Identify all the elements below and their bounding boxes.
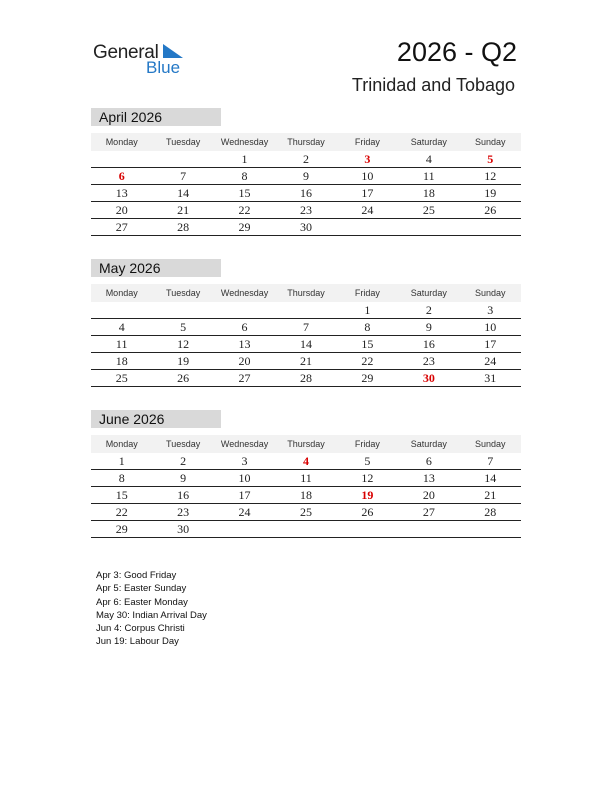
day-cell: 22 bbox=[214, 202, 275, 219]
day-cell: 7 bbox=[460, 453, 521, 470]
day-cell: 13 bbox=[214, 336, 275, 353]
day-cell: 16 bbox=[152, 487, 213, 504]
day-cell: 14 bbox=[152, 185, 213, 202]
day-cell: 16 bbox=[398, 336, 459, 353]
day-cell: 6 bbox=[91, 168, 152, 185]
day-cell: 24 bbox=[337, 202, 398, 219]
week-row bbox=[91, 453, 521, 470]
day-cell: 17 bbox=[337, 185, 398, 202]
day-cell: 23 bbox=[398, 353, 459, 370]
day-cell bbox=[152, 151, 213, 168]
day-cell: 27 bbox=[91, 219, 152, 236]
day-cell: 22 bbox=[91, 504, 152, 521]
weekday-header: Thursday bbox=[275, 435, 336, 453]
day-cell bbox=[398, 219, 459, 236]
week-row bbox=[91, 370, 521, 387]
logo-text-general: General bbox=[93, 42, 159, 63]
week-row bbox=[91, 521, 521, 538]
day-cell: 30 bbox=[398, 370, 459, 387]
weekday-header: Saturday bbox=[398, 284, 459, 302]
day-cell: 13 bbox=[398, 470, 459, 487]
weekday-header: Friday bbox=[337, 133, 398, 151]
holiday-note: Apr 6: Easter Monday bbox=[96, 596, 188, 608]
day-cell: 6 bbox=[398, 453, 459, 470]
weekday-header: Monday bbox=[91, 435, 152, 453]
day-cell: 23 bbox=[275, 202, 336, 219]
month-label: April 2026 bbox=[91, 108, 221, 126]
weekday-header: Sunday bbox=[460, 133, 521, 151]
day-cell: 7 bbox=[152, 168, 213, 185]
month-label: May 2026 bbox=[91, 259, 221, 277]
weekday-header: Sunday bbox=[460, 284, 521, 302]
day-cell: 8 bbox=[214, 168, 275, 185]
day-cell: 19 bbox=[337, 487, 398, 504]
holiday-notes bbox=[96, 569, 207, 649]
day-cell: 25 bbox=[91, 370, 152, 387]
day-cell: 5 bbox=[152, 319, 213, 336]
weekday-header: Thursday bbox=[275, 133, 336, 151]
day-cell: 12 bbox=[337, 470, 398, 487]
day-cell: 1 bbox=[214, 151, 275, 168]
day-cell: 31 bbox=[460, 370, 521, 387]
day-cell bbox=[275, 302, 336, 319]
day-cell: 26 bbox=[152, 370, 213, 387]
day-cell bbox=[214, 302, 275, 319]
day-cell bbox=[460, 521, 521, 538]
weekday-header: Wednesday bbox=[214, 133, 275, 151]
day-cell: 5 bbox=[337, 453, 398, 470]
day-cell: 12 bbox=[152, 336, 213, 353]
weekday-header: Tuesday bbox=[152, 435, 213, 453]
day-cell: 28 bbox=[275, 370, 336, 387]
day-cell: 13 bbox=[91, 185, 152, 202]
weekday-header: Saturday bbox=[398, 435, 459, 453]
logo-text-blue: Blue bbox=[146, 58, 181, 77]
month-label: June 2026 bbox=[91, 410, 221, 428]
weekday-header: Wednesday bbox=[214, 435, 275, 453]
day-cell: 1 bbox=[337, 302, 398, 319]
week-row bbox=[91, 302, 521, 319]
weekday-header-row bbox=[91, 435, 521, 453]
day-cell: 8 bbox=[91, 470, 152, 487]
day-cell: 9 bbox=[275, 168, 336, 185]
month-april bbox=[91, 108, 521, 236]
day-cell: 19 bbox=[460, 185, 521, 202]
day-cell: 28 bbox=[152, 219, 213, 236]
logo-flag-icon bbox=[163, 44, 183, 58]
day-cell: 25 bbox=[275, 504, 336, 521]
holiday-note: Jun 4: Corpus Christi bbox=[96, 623, 185, 635]
weekday-header-row bbox=[91, 284, 521, 302]
day-cell bbox=[91, 151, 152, 168]
day-cell: 29 bbox=[91, 521, 152, 538]
day-cell: 23 bbox=[152, 504, 213, 521]
week-row bbox=[91, 202, 521, 219]
weekday-header: Saturday bbox=[398, 133, 459, 151]
day-cell: 6 bbox=[214, 319, 275, 336]
day-cell: 2 bbox=[152, 453, 213, 470]
day-cell: 17 bbox=[214, 487, 275, 504]
day-cell: 1 bbox=[91, 453, 152, 470]
week-row bbox=[91, 353, 521, 370]
day-cell: 20 bbox=[214, 353, 275, 370]
page-title: 2026 - Q2 bbox=[396, 37, 517, 67]
day-cell: 8 bbox=[337, 319, 398, 336]
day-cell: 19 bbox=[152, 353, 213, 370]
week-row bbox=[91, 151, 521, 168]
day-cell: 7 bbox=[275, 319, 336, 336]
holiday-note: Apr 3: Good Friday bbox=[96, 570, 177, 581]
week-row bbox=[91, 336, 521, 353]
day-cell: 28 bbox=[460, 504, 521, 521]
day-cell: 17 bbox=[460, 336, 521, 353]
day-cell: 10 bbox=[337, 168, 398, 185]
day-cell: 20 bbox=[398, 487, 459, 504]
day-cell: 25 bbox=[398, 202, 459, 219]
day-cell: 26 bbox=[460, 202, 521, 219]
day-cell: 3 bbox=[214, 453, 275, 470]
day-cell: 10 bbox=[460, 319, 521, 336]
day-cell: 9 bbox=[398, 319, 459, 336]
weekday-header: Friday bbox=[337, 435, 398, 453]
week-row bbox=[91, 504, 521, 521]
day-cell: 11 bbox=[91, 336, 152, 353]
day-cell: 5 bbox=[460, 151, 521, 168]
day-cell: 29 bbox=[214, 219, 275, 236]
day-cell: 18 bbox=[398, 185, 459, 202]
day-cell: 20 bbox=[91, 202, 152, 219]
weekday-header: Friday bbox=[337, 284, 398, 302]
calendar-grid bbox=[91, 133, 521, 236]
day-cell: 24 bbox=[460, 353, 521, 370]
page-subtitle: Trinidad and Tobago bbox=[351, 75, 515, 95]
day-cell: 29 bbox=[337, 370, 398, 387]
calendar-grid bbox=[91, 435, 521, 538]
day-cell: 27 bbox=[214, 370, 275, 387]
day-cell: 4 bbox=[275, 453, 336, 470]
day-cell: 2 bbox=[275, 151, 336, 168]
day-cell: 27 bbox=[398, 504, 459, 521]
day-cell: 2 bbox=[398, 302, 459, 319]
day-cell: 4 bbox=[398, 151, 459, 168]
day-cell bbox=[152, 302, 213, 319]
day-cell: 12 bbox=[460, 168, 521, 185]
day-cell: 15 bbox=[91, 487, 152, 504]
day-cell: 11 bbox=[275, 470, 336, 487]
day-cell: 9 bbox=[152, 470, 213, 487]
week-row bbox=[91, 319, 521, 336]
week-row bbox=[91, 470, 521, 487]
day-cell: 4 bbox=[91, 319, 152, 336]
month-may bbox=[91, 259, 521, 387]
weekday-header: Thursday bbox=[275, 284, 336, 302]
weekday-header: Monday bbox=[91, 284, 152, 302]
day-cell: 21 bbox=[152, 202, 213, 219]
day-cell: 22 bbox=[337, 353, 398, 370]
day-cell: 26 bbox=[337, 504, 398, 521]
day-cell: 30 bbox=[275, 219, 336, 236]
weekday-header: Sunday bbox=[460, 435, 521, 453]
weekday-header: Wednesday bbox=[214, 284, 275, 302]
day-cell: 21 bbox=[460, 487, 521, 504]
day-cell: 18 bbox=[275, 487, 336, 504]
day-cell bbox=[91, 302, 152, 319]
week-row bbox=[91, 487, 521, 504]
day-cell bbox=[337, 521, 398, 538]
day-cell: 14 bbox=[275, 336, 336, 353]
weekday-header: Monday bbox=[91, 133, 152, 151]
month-june bbox=[91, 410, 521, 538]
brand-logo bbox=[93, 40, 203, 80]
day-cell: 10 bbox=[214, 470, 275, 487]
day-cell bbox=[214, 521, 275, 538]
holiday-note: Jun 19: Labour Day bbox=[96, 636, 179, 648]
holiday-note: Apr 5: Easter Sunday bbox=[96, 583, 187, 595]
day-cell: 15 bbox=[214, 185, 275, 202]
day-cell bbox=[398, 521, 459, 538]
day-cell: 15 bbox=[337, 336, 398, 353]
calendar-grid bbox=[91, 284, 521, 387]
weekday-header: Tuesday bbox=[152, 133, 213, 151]
day-cell: 14 bbox=[460, 470, 521, 487]
day-cell bbox=[337, 219, 398, 236]
day-cell bbox=[460, 219, 521, 236]
day-cell: 24 bbox=[214, 504, 275, 521]
week-row bbox=[91, 219, 521, 236]
week-row bbox=[91, 185, 521, 202]
weekday-header-row bbox=[91, 133, 521, 151]
day-cell: 21 bbox=[275, 353, 336, 370]
holiday-note: May 30: Indian Arrival Day bbox=[96, 609, 207, 621]
day-cell bbox=[275, 521, 336, 538]
day-cell: 30 bbox=[152, 521, 213, 538]
day-cell: 3 bbox=[337, 151, 398, 168]
week-row bbox=[91, 168, 521, 185]
day-cell: 18 bbox=[91, 353, 152, 370]
day-cell: 3 bbox=[460, 302, 521, 319]
day-cell: 16 bbox=[275, 185, 336, 202]
day-cell: 11 bbox=[398, 168, 459, 185]
weekday-header: Tuesday bbox=[152, 284, 213, 302]
